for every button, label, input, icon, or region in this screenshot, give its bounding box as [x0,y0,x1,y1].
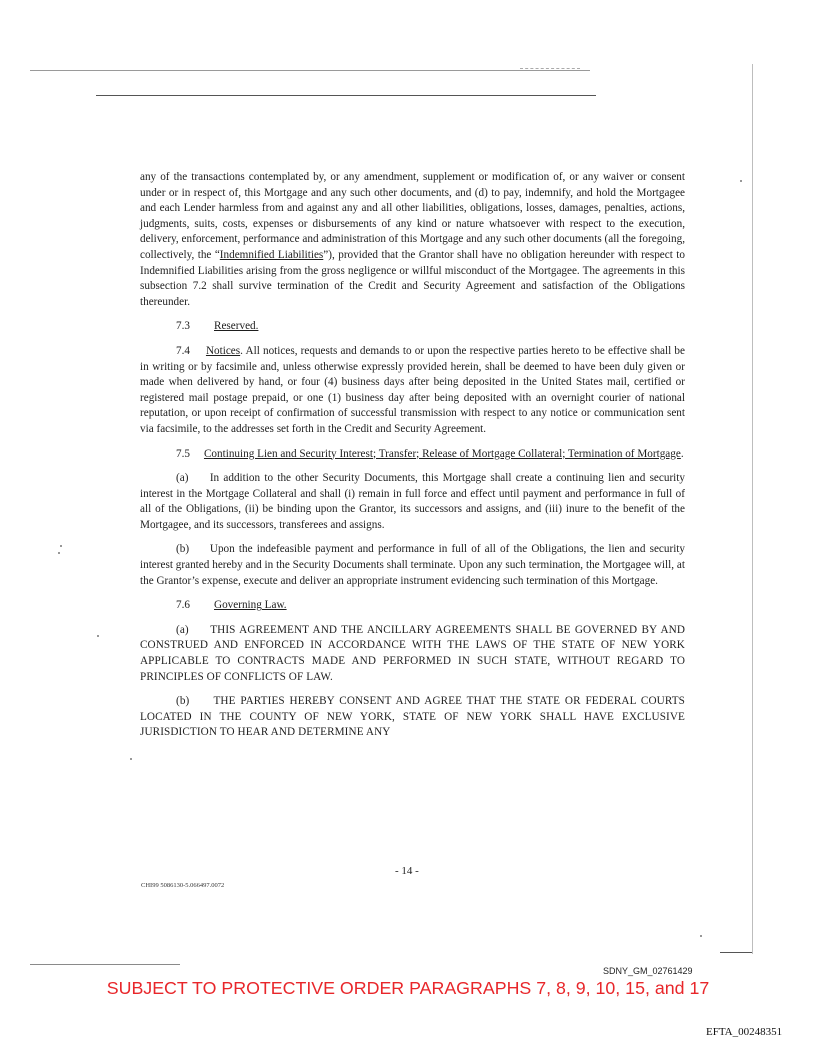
document-code: CHI99 5086130-5.066497.0072 [141,882,225,889]
scan-speck [740,180,742,182]
scan-speck [130,758,132,760]
scan-speck [97,635,99,637]
efta-number: EFTA_00248351 [706,1026,783,1038]
document-body [140,170,685,750]
section-7-5-heading: 7.5 Continuing Lien and Security Interest; Transfer; Release of Mortgage Collateral; Termination of Mortgage. [176,447,684,460]
scan-speck [60,545,62,547]
page-corner-line [720,952,752,953]
scan-edge-line [30,70,590,71]
section-7-5-b: (b) Upon the indefeasible payment and performance in full of all of the Obligations, the lien and security interest granted hereby and in the Security Documents shall terminate. Upon any such termination, the Mortgagee will, at the Grantor’s expense, execute and deliver an appropriate instrument evidencing such termination of this Mortgage. [140,543,686,587]
protective-order-notice: SUBJECT TO PROTECTIVE ORDER PARAGRAPHS 7, 8, 9, 10, 15, and 17 [106,978,710,998]
scan-speck [58,552,60,554]
defined-term: Indemnified Liabilities [219,248,324,261]
section-7-4-notices: 7.4 Notices. All notices, requests and demands to or upon the respective parties hereto to be effective shall be in writing or by facsimile and, unless otherwise expressly provided herein, shall be deemed to have been duly given or made when delivered by hand, or four (4) business days after being deposited in the United States mail, certified or registered mail postage prepaid, or one (1) business day after being deposited with an overnight courier of national reputation, or upon receipt of confirmation of successful transmission with respect to any notice or communication sent via facsimile, to the addresses set forth in the Credit and Security Agreement. [140,344,685,435]
section-7-5-a: (a) In addition to the other Security Documents, this Mortgage shall create a continuing lien and security interest in the Mortgage Collateral and shall (i) remain in full force and effect until payment and performance in full of all of the Obligations, (ii) be binding upon the Grantor, its successors and assigns, and (iii) inure to the benefit of the Mortgagee, and its successors, transferees and assigns. [140,472,685,531]
section-7-6-a: (a) THIS AGREEMENT AND THE ANCILLARY AGREEMENTS SHALL BE GOVERNED BY AND CONSTRUED AND ENFORCED IN ACCORDANCE WITH THE LAWS OF THE STATE OF NEW YORK APPLICABLE TO CONTRACTS MADE AND PERFORMED IN SUCH STATE, WITHOUT REGARD TO PRINCIPLES OF CONFLICTS OF LAW. [140,623,685,683]
section-7-6-heading: 7.6 Governing Law. [176,599,287,612]
scan-speck [700,935,702,937]
page-number: - 14 - [395,865,419,877]
page-right-edge [752,64,753,954]
header-rule [96,95,596,96]
section-7-6-b: (b) THE PARTIES HEREBY CONSENT AND AGREE THAT THE STATE OR FEDERAL COURTS LOCATED IN THE COUNTY OF NEW YORK, STATE OF NEW YORK SHALL HAVE EXCLUSIVE JURISDICTION TO HEAR AND DETERMINE ANY [140,695,685,739]
bates-number: SDNY_GM_02761429 [603,966,693,976]
bottom-scan-line [30,964,180,965]
scan-edge-dash [520,68,580,70]
paragraph-indemnification: any of the transactions contemplated by, or any amendment, supplement or modification of, or any waiver or consent under or in respect of, this Mortgage and any such other documents, and (d) to pay, indemnify, and hold the Mortgagee and each Lender harmless from and against any and all other liabilities, obligations, losses, damages, penalties, actions, judgments, suits, costs, expenses or disbursements of any kind or nature whatsoever with respect to the execution, delivery, enforcement, performance and administration of this Mortgage and any such other documents (all the foregoing, collectively, the “Indemnified Liabilities”), provided that the Grantor shall have no obligation hereunder with respect to Indemnified Liabilities arising from the gross negligence or willful misconduct of the Mortgagee. The agreements in this subsection 7.2 shall survive termination of the Credit and Security Agreement and satisfaction of the Obligations thereunder. [140,171,685,308]
section-7-3-heading: 7.3 Reserved. [176,320,259,333]
